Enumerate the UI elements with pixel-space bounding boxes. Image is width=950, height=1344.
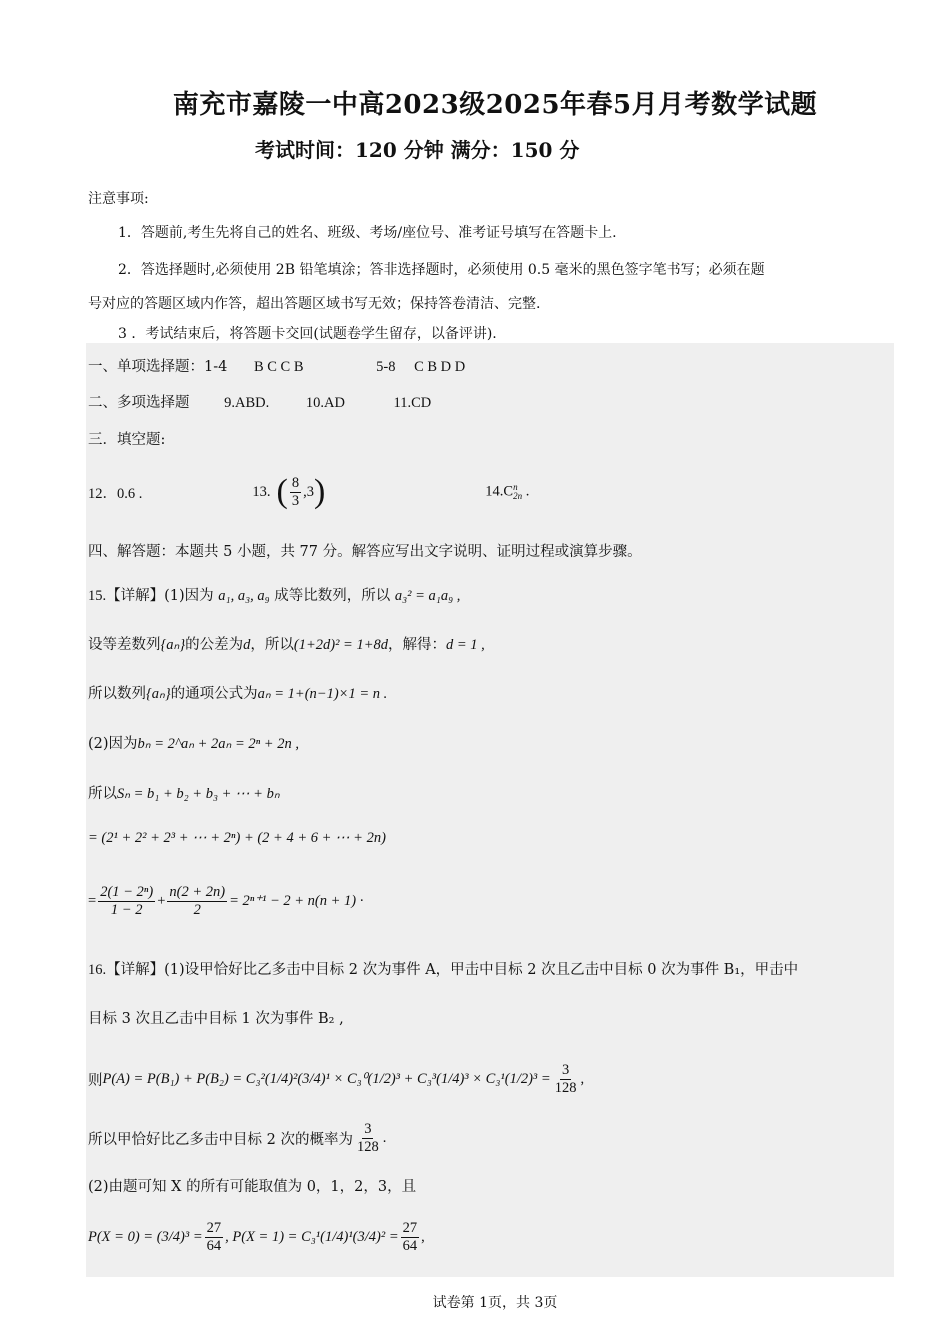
q16-l6-num1: 27 [206,1219,222,1236]
q15-l3-seq: {aₙ} [146,686,171,702]
q14-tail: . [522,483,530,500]
q15-line-2 [88,633,485,654]
answer-q13: ( $\frac{8}{3}$ ,3 ) [276,473,326,510]
q16-l4-num: 3 [364,1120,372,1137]
q15-frac1-den: 1 − 2 [110,901,143,918]
fill-blank-row [88,470,529,514]
q15-label: 15.【详解】 [88,588,165,604]
q15-part1: (1)因为 [164,588,214,604]
q15-frac1-num: 2(1 − 2ⁿ) [100,883,154,900]
q15-l5-eq: Sₙ = b₁ + b₂ + b₃ + ⋯ + bₙ [117,786,280,802]
q16-line-1 [88,958,798,979]
q16-l6-eq1: P(X = 0) = (3/4)³ = [88,1228,203,1245]
q16-l4-text: 所以甲恰好比乙多击中目标 2 次的概率为 [88,1131,353,1148]
q13-den: 3 [291,492,300,509]
answer-q9: 9.ABD. [224,395,270,411]
solve-section-label: 四、解答题：本题共 5 小题，共 77 分。解答应写出文字说明、证明过程或演算步骤。 [88,544,642,560]
q15-l2-t1: 设等差数列 [88,637,161,653]
answer-q11: 11.CD [393,395,432,411]
q15-l2-seq: {aₙ} [160,637,186,653]
fill-blank-label: 三．填空题: [88,432,166,448]
q15-line-1 [88,584,460,605]
q15-l2-res: d = 1 , [445,637,485,653]
note-item-2: 2．答选择题时,必须使用 2B 铅笔填涂；答非选择题时，必须使用 0.5 毫米的黑色签字笔书写；必须在题 [118,262,765,278]
q15-l1-eq: a₃² = a₁a₉ , [394,588,461,604]
q15-l3-t1: 所以数列 [88,686,146,702]
note-item-1: 1．答题前,考生先将自己的姓名、班级、考场/座位号、准考证号填写在答题卡上. [118,225,617,241]
q15-l5-text: 所以 [88,786,117,802]
q15-l6-eq: = (2¹ + 2² + 2³ + ⋯ + 2ⁿ) + (2 + 4 + 6 + ⋯ + 2n) [88,830,386,846]
q16-label: 16.【详解】 [88,962,165,978]
q14-sub: 2n [513,491,523,501]
q14-sup: n [513,482,518,492]
q15-frac2-num: n(2 + 2n) [169,883,226,900]
q16-line-5: (2)由题可知 X 的所有可能取值为 0，1，2，3，且 [88,1179,417,1195]
q15-line-5 [88,782,280,803]
single-choice-label-5-8: 5-8 [376,359,396,375]
q16-l6-num2: 27 [402,1219,418,1236]
q15-l2-t4: ，解得： [387,637,446,653]
q16-l6-den2: 64 [402,1237,418,1254]
note-item-2-cont: 号对应的答题区域内作答，超出答题区域书写无效；保持答卷清洁、完整. [88,296,541,312]
single-choice-answers-2: C B D D [414,359,466,375]
notes-heading: 注意事项: [88,191,149,207]
multi-choice-row [88,391,431,412]
answer-q10: 10.AD [305,395,345,411]
answer-q13-label: 13. [252,483,271,500]
q15-l2-t2: 的公差为 [185,637,244,653]
q15-l3-eq: aₙ = 1+(n−1)×1 = n . [257,686,388,702]
q15-l4-eq: bₙ = 2^aₙ + 2aₙ = 2ⁿ + 2n , [137,736,299,752]
q16-line-2: 目标 3 次且乙击中目标 1 次为事件 B₂ , [88,1011,344,1027]
q14-label: 14. [485,483,504,500]
q15-line-7: = $\frac{\text{2(1 − 2ⁿ)}}{1 - 2}$ + $\frac{n(2 + 2n)}{2}$ = 2ⁿ⁺¹ − 2 + n(n + 1) · [88,883,364,918]
q15-l2-d: d [243,637,251,653]
note-item-3: 3 ．考试结束后，将答题卡交回(试题卷学生留存，以备评讲). [118,326,497,342]
q15-l2-eq: (1+2d)² = 1+8d [293,637,388,653]
single-choice-row [88,355,465,376]
exam-info: 考试时间：120 分钟 满分：150 分 [255,138,580,162]
single-choice-label: 一、单项选择题：1-4 [88,359,228,375]
answer-q12: 12．0.6 . [88,485,143,502]
q16-line-4: 所以甲恰好比乙多击中目标 2 次的概率为 $\frac{3}{128}$ . [88,1120,387,1155]
q13-num: 8 [291,474,300,491]
page-footer: 试卷第 1页，共 3页 [432,1295,558,1311]
q15-l1-text: 成等比数列，所以 [274,588,391,604]
q15-line-6 [88,830,386,847]
q16-l4-den: 128 [356,1138,379,1155]
q14-c: C [503,483,514,500]
q16-line-6: P(X = 0) = (3/4)³ = $\frac{27}{64}$ , P(X = 1) = C₃¹(1/4)¹(3/4)² = $\frac{27}{64}$ , [88,1219,425,1254]
q15-l3-t2: 的通项公式为 [170,686,258,702]
q16-l3-eq: P(A) = P(B₁) + P(B₂) = C₃²(1/4)²(3/4)¹ × C₃⁰(1/2)³ + C₃³(1/4)³ × C₃¹(1/2)³ = [102,1070,551,1087]
q15-line-3 [88,682,387,703]
q16-l3-num: 3 [561,1061,570,1078]
multi-choice-label: 二、多项选择题 [88,395,190,411]
q15-frac2-den: 2 [193,901,201,918]
q13-tail: ,3 [303,483,314,500]
q15-l1-math: a₁, a₃, a₉ [218,588,270,604]
q15-l2-t3: ，所以 [250,637,294,653]
page-title: 南充市嘉陵一中高2023级2025年春5月月考数学试题 [172,90,818,120]
answer-q14 [485,483,529,501]
q16-l6-eq2: , P(X = 1) = C₃¹(1/4)¹(3/4)² = [225,1228,399,1245]
q15-l7-tail: = 2ⁿ⁺¹ − 2 + n(n + 1) · [229,892,364,909]
q15-l4-text: (2)因为 [88,736,138,752]
q16-l1: (1)设甲恰好比乙多击中目标 2 次为事件 A，甲击中目标 2 次且乙击中目标 0 次为事件 B₁，甲击中 [164,962,799,978]
q16-l3-den: 128 [554,1079,577,1096]
q15-line-4 [88,732,299,753]
single-choice-answers-1: B C C B [253,359,304,375]
q16-line-3: 则 P(A) = P(B₁) + P(B₂) = C₃²(1/4)²(3/4)¹ × C₃⁰(1/2)³ + C₃³(1/4)³ × C₃¹(1/2)³ = $\frac{3}{128}$ , [88,1061,585,1096]
q16-l6-den1: 64 [206,1237,222,1254]
q16-l3-text: 则 [88,1072,103,1089]
